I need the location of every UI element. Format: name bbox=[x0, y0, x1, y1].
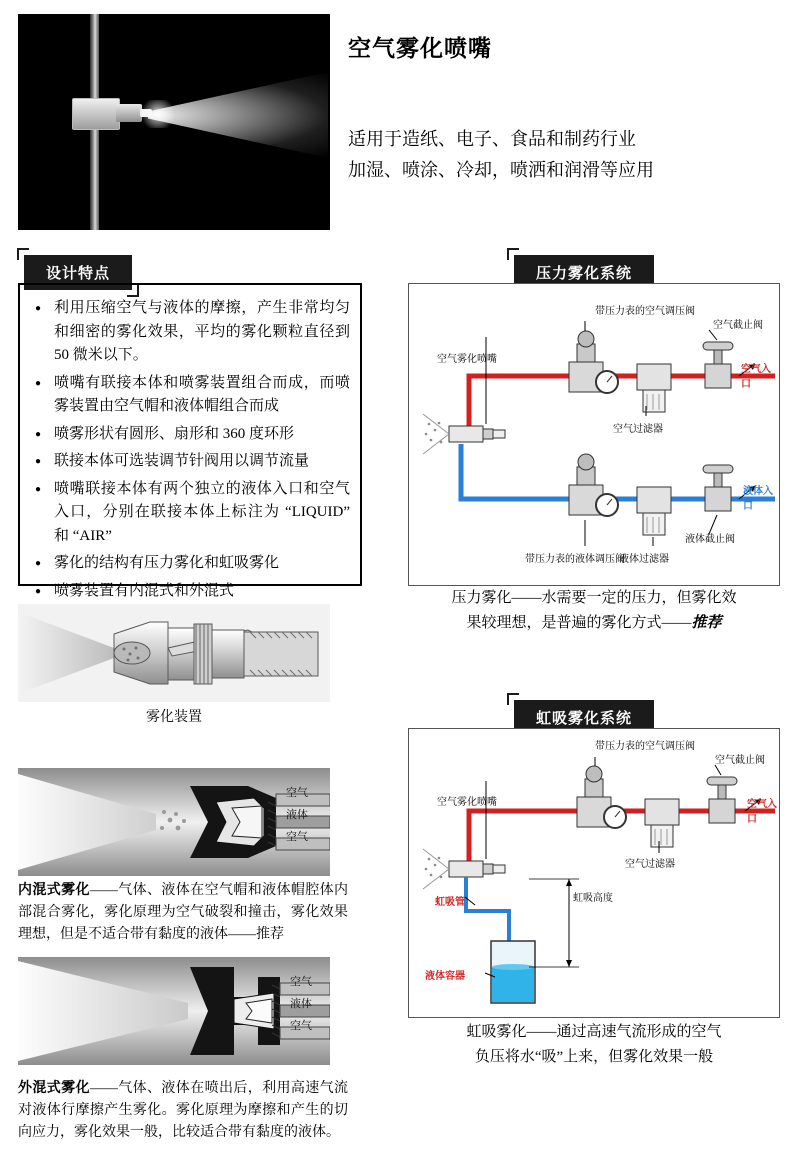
label-siphon-nozzle: 空气雾化喷嘴 bbox=[437, 797, 497, 808]
list-item: ● 喷雾形状有圆形、扇形和 360 度环形 bbox=[54, 423, 350, 447]
external-mix-body: ——气体、液体在喷出后，利用高速气流对液体行摩擦产生雾化。雾化原理为摩擦和产生的切向应力，雾化效果一般，比较适合带有黏度的液体。 bbox=[18, 1081, 349, 1140]
list-item: ● 联接本体可选装调节针阀用以调节流量 bbox=[54, 450, 350, 474]
hero-subtitle-line1: 适用于造纸、电子、食品和制药行业 bbox=[348, 129, 636, 149]
list-item: ● 喷雾装置有内混式和外混式 bbox=[54, 580, 350, 604]
label-liquid-shutoff: 液体截止阀 bbox=[685, 534, 735, 545]
label-siphon-container: 液体容器 bbox=[425, 971, 465, 982]
internal-mix-title: 内混式雾化 bbox=[18, 883, 90, 898]
siphon-caption-line2: 负压将水“吸”上来，但雾化效果一般 bbox=[474, 1049, 714, 1065]
photo-spray-halo bbox=[138, 100, 178, 128]
pressure-caption-line2-text: 果较理想，是普遍的雾化方式—— bbox=[466, 615, 692, 631]
pressure-system-diagram bbox=[408, 283, 780, 586]
label-air-regulator: 带压力表的空气调压阀 bbox=[595, 306, 695, 317]
cutaway-caption: 雾化装置 bbox=[146, 710, 202, 725]
label-air-filter: 空气过滤器 bbox=[613, 424, 663, 435]
label-air-inlet: 空气入口 bbox=[741, 364, 771, 390]
label-nozzle: 空气雾化喷嘴 bbox=[437, 354, 497, 365]
label-external-air-top: 空气 bbox=[290, 976, 312, 988]
internal-mix-illustration bbox=[18, 768, 330, 876]
pressure-system-tag: 压力雾化系统 bbox=[514, 255, 654, 290]
cutaway-illustration bbox=[18, 604, 330, 702]
features-list bbox=[28, 297, 350, 603]
pressure-caption-line1: 压力雾化——水需要一定的压力，但雾化效 bbox=[451, 590, 737, 606]
label-siphon-height: 虹吸高度 bbox=[573, 893, 613, 904]
hero-subtitle-line2: 加湿、喷涂、冷却，喷洒和润滑等应用 bbox=[348, 160, 654, 180]
label-liquid-inlet: 液体入口 bbox=[743, 486, 773, 512]
label-external-liquid: 液体 bbox=[290, 998, 312, 1010]
external-mix-illustration bbox=[18, 957, 330, 1065]
hero-spray-photo bbox=[18, 14, 330, 230]
label-air-shutoff: 空气截止阀 bbox=[713, 320, 763, 331]
internal-mix-description bbox=[18, 880, 348, 946]
label-siphon-regulator: 带压力表的空气调压阀 bbox=[595, 741, 695, 752]
siphon-system-caption bbox=[408, 1020, 780, 1070]
label-siphon-air-inlet: 空气入口 bbox=[747, 799, 777, 825]
label-internal-liquid: 液体 bbox=[286, 809, 308, 821]
siphon-system-diagram bbox=[408, 728, 780, 1018]
pressure-system-caption bbox=[408, 586, 780, 636]
hero-subtitle bbox=[348, 124, 778, 186]
pressure-caption-line2 bbox=[408, 611, 780, 636]
siphon-system-tag: 虹吸雾化系统 bbox=[514, 700, 654, 735]
label-internal-air-bottom: 空气 bbox=[286, 831, 308, 843]
list-item: ● 喷嘴联接本体有两个独立的液体入口和空气入口，分别在联接本体上标注为 “LIQUID” 和 “AIR” bbox=[54, 478, 350, 549]
label-external-air-bottom: 空气 bbox=[290, 1020, 312, 1032]
label-siphon-air-filter: 空气过滤器 bbox=[625, 859, 675, 870]
label-siphon-tube: 虹吸管 bbox=[435, 897, 465, 908]
label-liquid-filter: 液体过滤器 bbox=[619, 554, 669, 565]
label-siphon-shutoff: 空气截止阀 bbox=[715, 755, 765, 766]
siphon-caption-line1: 虹吸雾化——通过高速气流形成的空气 bbox=[466, 1024, 722, 1040]
features-section-tag: 设计特点 bbox=[24, 255, 132, 290]
label-liquid-regulator: 带压力表的液体调压阀 bbox=[525, 554, 625, 565]
external-mix-title: 外混式雾化 bbox=[18, 1081, 90, 1096]
internal-mix-body: ——气体、液体在空气帽和液体帽腔体内部混合雾化，雾化原理为空气破裂和撞击，雾化效果理想，但是不适合带有黏度的液体——推荐 bbox=[18, 883, 349, 942]
page-title: 空气雾化喷嘴 bbox=[348, 36, 492, 61]
pressure-caption-emphasis: 推荐 bbox=[691, 615, 722, 631]
list-item: ● 喷嘴有联接本体和喷雾装置组合而成，而喷雾装置由空气帽和液体帽组合而成 bbox=[54, 372, 350, 419]
list-item: ● 雾化的结构有压力雾化和虹吸雾化 bbox=[54, 552, 350, 576]
label-internal-air-top: 空气 bbox=[286, 787, 308, 799]
features-box bbox=[18, 283, 362, 599]
photo-nozzle-body bbox=[72, 98, 120, 130]
list-item: ● 利用压缩空气与液体的摩擦，产生非常均匀和细密的雾化效果，平均的雾化颗粒直径到 50 微米以下。 bbox=[54, 297, 350, 368]
external-mix-description bbox=[18, 1078, 348, 1144]
